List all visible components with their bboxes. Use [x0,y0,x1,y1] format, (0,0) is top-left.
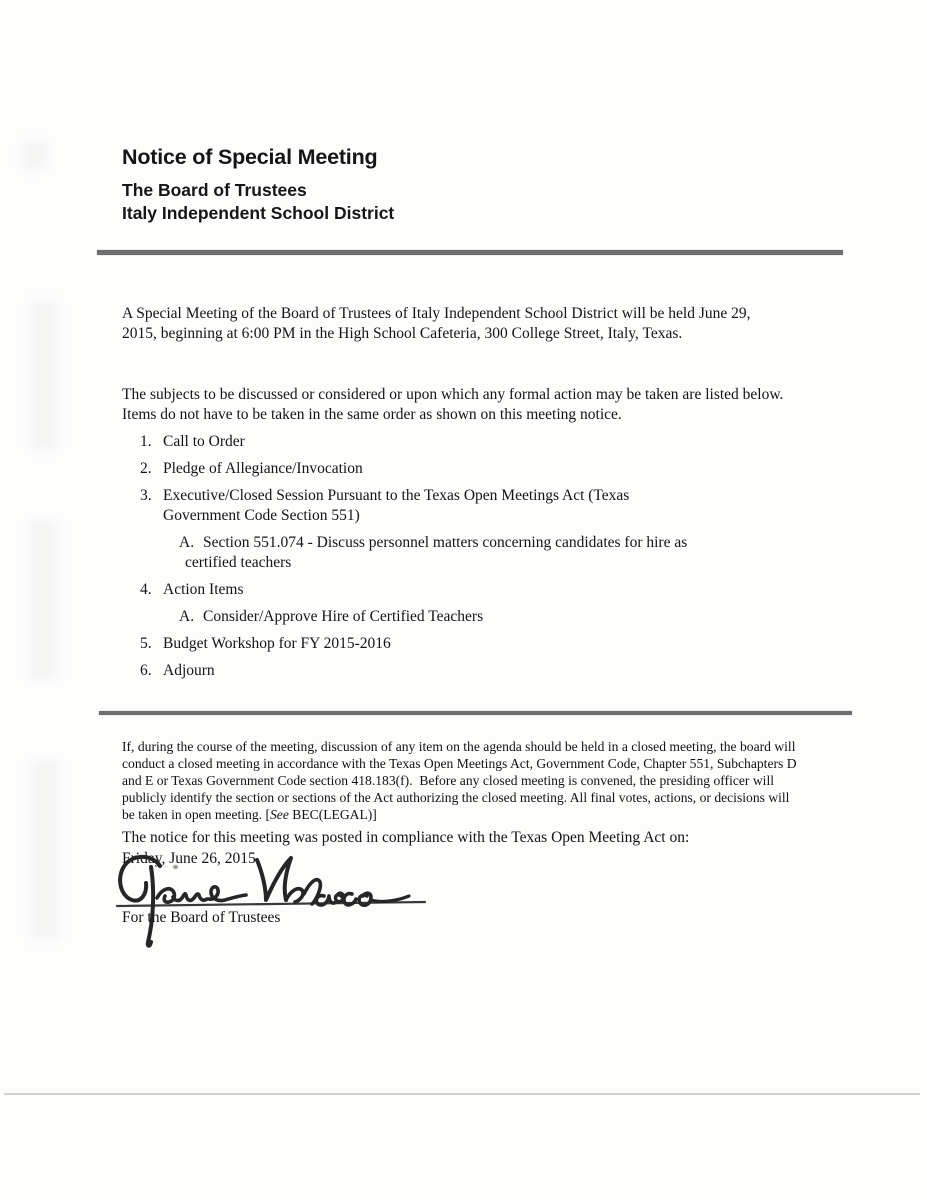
agenda-item-6 [97,661,827,681]
agenda-item-marker: 5. [140,635,152,652]
org-line-board: The Board of Trustees [122,180,307,200]
closed-meeting-legal-notice [122,738,799,824]
agenda-item-1 [97,432,827,452]
header-divider-rule [97,250,843,255]
legal-text-see-italic: See [269,807,289,823]
agenda-item-5 [97,634,827,654]
scan-artifact-line [4,1093,920,1095]
legal-text-part2: BEC(LEGAL)] [288,807,377,823]
agenda-item-marker: 6. [140,662,152,679]
signature-caption: For the Board of Trustees [122,909,281,926]
agenda-item-2 [97,459,827,479]
intro-paragraph: A Special Meeting of the Board of Trustees of Italy Independent School District will be held June 29, 2015, beginning at 6:00 PM in the High School Cafeteria, 300 College Street, Italy, Texas. [122,304,751,342]
agenda-item-text: Pledge of Allegiance/Invocation [163,460,363,477]
agenda-item-text: Call to Order [163,433,245,450]
page-title: Notice of Special Meeting [122,145,378,170]
agenda-item-3A [97,533,740,573]
footer-divider-rule [99,711,852,715]
agenda-item-marker: A. [179,534,195,551]
agenda-item-marker: 1. [140,433,152,450]
agenda-item-text: Adjourn [163,662,215,679]
scan-artifact [30,760,60,940]
scan-artifact [30,300,58,450]
agenda-item-marker: 2. [140,460,152,477]
organization-block [122,179,394,225]
agenda-item-marker: A. [179,608,195,625]
scan-artifact [28,520,58,680]
org-line-district: Italy Independent School District [122,203,395,223]
agenda-item-marker: 3. [140,487,152,504]
agenda-item-text: Executive/Closed Session Pursuant to the Texas Open Meetings Act (Texas Government Code Section 551) [163,487,630,524]
legal-text-part1: If, during the course of the meeting, discussion of any item on the agenda should be held in a closed meeting, the board will conduct a closed meeting in accordance with the Texas Open Meetings Act, Government Code, Chapter 551, Subchapters D and E or Texas Government Code section 418.183(f). Before any closed meeting is convened, the presiding officer will publicly identify the section or sections of the Act authorizing the closed meeting. All final votes, actions, or decisions will be taken in open meeting. [ [122,738,800,823]
agenda-item-text: Consider/Approve Hire of Certified Teachers [203,608,484,625]
agenda-item-4 [97,580,827,600]
scan-artifact [22,140,48,170]
agenda-item-text: Budget Workshop for FY 2015-2016 [163,635,391,652]
agenda-item-text: Action Items [163,581,244,598]
signature-jaime-velasco [105,850,445,955]
posting-line-2: Friday, June 26, 2015 [122,850,256,867]
posting-line-1: The notice for this meeting was posted in compliance with the Texas Open Meeting Act on: [122,829,690,846]
agenda-item-4A [97,607,740,627]
agenda-item-marker: 4. [140,581,152,598]
agenda-item-3 [97,486,827,526]
subjects-paragraph: The subjects to be discussed or considered or upon which any formal action may be taken are listed below. Items do not have to be taken in the same order as shown on this meeting notice. [122,385,784,423]
agenda-list [97,432,827,688]
agenda-item-text: Section 551.074 - Discuss personnel matters concerning candidates for hire as certified teachers [185,534,688,571]
